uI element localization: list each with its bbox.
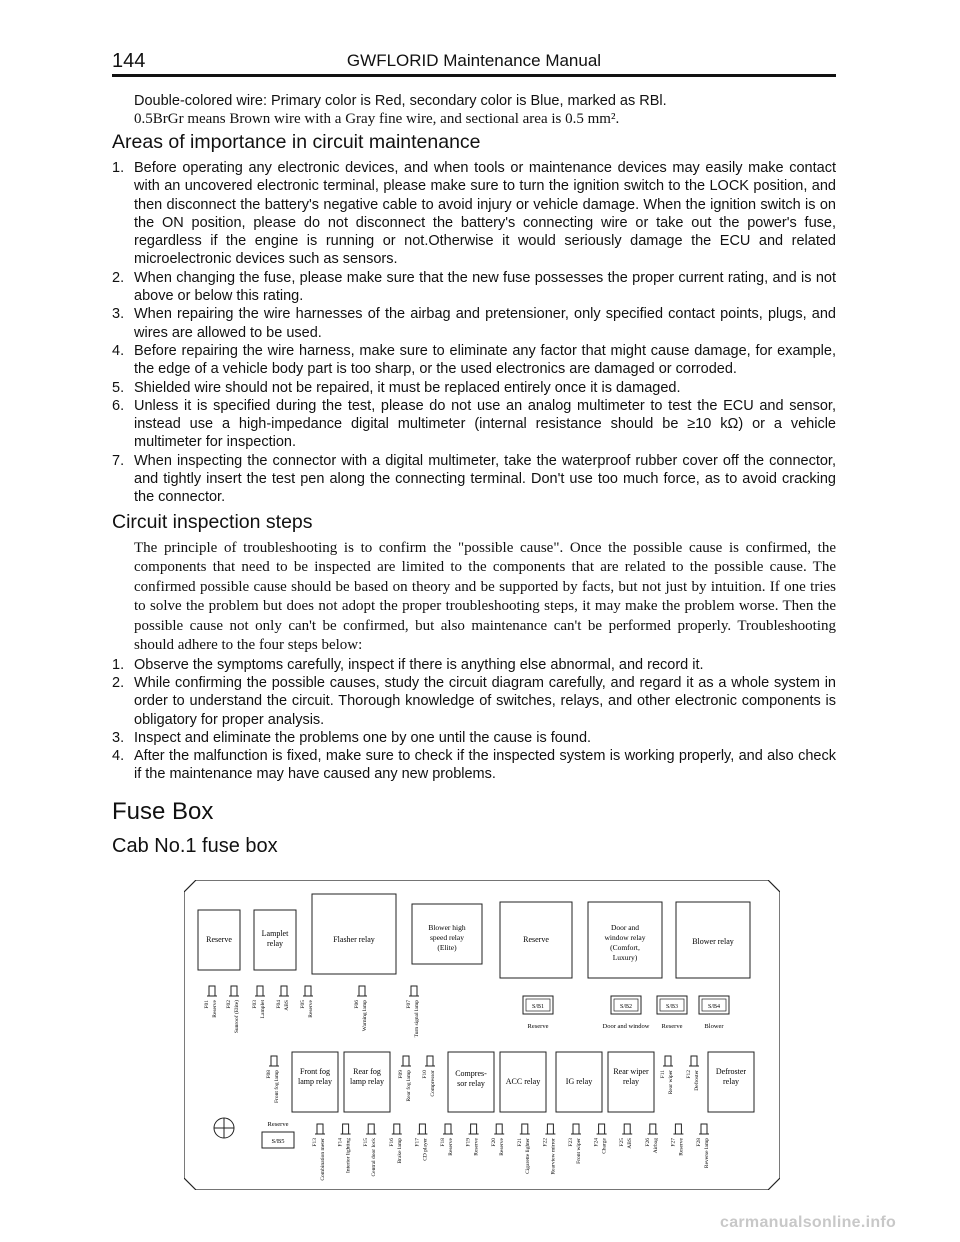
fuse-f11: [660, 1056, 674, 1094]
fuse-code: F20: [491, 1138, 498, 1147]
relay-blower: [676, 902, 750, 978]
section-title-areas: Areas of importance in circuit maintenance: [112, 131, 481, 153]
fuse-code: F12: [686, 1070, 692, 1079]
list-item-text: When inspecting the connector with a digital multimeter, take the waterproof rubber cover off the connector, and tightly insert the test pen along the connecting terminal. Don't use too much force, as to avoid cracking the connector.: [134, 452, 836, 506]
fuse-f04: [276, 986, 290, 1011]
fuse-f06: [354, 986, 368, 1031]
list-item-text: After the malfunction is fixed, make sure to check if the inspected system is working properly, and also check if the maintenance may have caused any new problems.: [134, 748, 836, 783]
relay-lamplet: [254, 910, 296, 970]
svg-text:sor relay: sor relay: [457, 1079, 485, 1088]
svg-text:(Comfort,: (Comfort,: [610, 943, 640, 952]
relay-defroster: [708, 1052, 754, 1112]
fuse-f12: [686, 1056, 700, 1091]
list-item-number: 2.: [112, 674, 125, 691]
fuse-label: Airbag: [652, 1138, 659, 1154]
fuse-label: Combination meter: [320, 1138, 326, 1181]
svg-text:S/B5: S/B5: [271, 1138, 285, 1145]
list-item-number: 4.: [112, 342, 125, 359]
fuse-code: F28: [696, 1138, 702, 1147]
fuse-f07: [406, 986, 420, 1037]
list-item-text: Unless it is specified during the test, please do not use an analog multimeter to test the ECU and sensor, instead use a high-impedance digital multimeter (internal resistance should be ≥10 kΩ) or a vehicle multimeter for inspection.: [134, 397, 836, 451]
list-item-text: Inspect and eliminate the problems one by one until the cause is found.: [134, 729, 592, 746]
steps-paragraph: The principle of troubleshooting is to confirm the "possible cause". Once the possible cause is confirmed, the components that need to be inspected are limited to the components that are related to the possible cause. The confirmed possible cause should be based on theory and be supported by facts, but not just by intuition. If one tries to solve the problem but does not adopt the proper troubleshooting steps, it may make the problem worse. Then the possible cause not only can't be confirmed, but also maintenance can't be performed properly. Troubleshooting should adhere to the four steps below:: [134, 539, 836, 654]
fuse-label: Lamplet: [260, 1000, 266, 1019]
fuse-code: F16: [388, 1138, 395, 1147]
page-content: [112, 92, 836, 864]
fuse-label: Sunroof (Elite): [234, 1000, 240, 1034]
fuse-label: Charge: [601, 1138, 608, 1154]
fuse-f19: [466, 1124, 480, 1156]
mounting-bolt-icon: [214, 1118, 234, 1138]
fuse-code: S/B1: [531, 1004, 545, 1010]
list-item: [112, 342, 836, 379]
svg-text:Flasher relay: Flasher relay: [333, 935, 375, 944]
list-item: [112, 159, 836, 269]
fuse-label: CD player: [422, 1138, 429, 1161]
svg-text:Blower relay: Blower relay: [692, 937, 734, 946]
fuse-label: Reserve: [678, 1138, 685, 1156]
top-fuse-row: [204, 986, 420, 1037]
bottom-fuse-row: [312, 1124, 710, 1181]
fuse-label: Brake lamp: [396, 1138, 403, 1164]
fuse-code: S/B4: [707, 1004, 721, 1010]
fuse-f01: [204, 986, 218, 1018]
fuse-label: Compressor: [430, 1070, 436, 1097]
fuse-label: Reserve: [473, 1138, 480, 1156]
svg-text:relay: relay: [723, 1077, 739, 1086]
fuse-f16: [389, 1124, 403, 1164]
list-item: [112, 674, 836, 729]
fuse-f02: [226, 986, 240, 1033]
list-item-number: 2.: [112, 269, 125, 286]
svg-text:Luxury): Luxury): [612, 953, 638, 962]
fuse-label: Defroster: [694, 1070, 700, 1091]
list-item-number: 4.: [112, 748, 125, 765]
svg-text:(Elite): (Elite): [437, 943, 457, 952]
relay-rear-wiper: [608, 1052, 654, 1112]
fuse-box-diagram: [184, 880, 780, 1190]
fuse-label: Front fog lamp: [274, 1070, 280, 1103]
svg-text:IG relay: IG relay: [565, 1077, 593, 1086]
list-item-number: 3.: [112, 729, 125, 746]
fuse-f24: [594, 1124, 608, 1154]
fuse-f28: [696, 1124, 710, 1168]
svg-text:Door and: Door and: [610, 923, 640, 932]
list-item-text: Before operating any electronic devices, and when tools or maintenance devices may easily make contact with an uncovered electronic terminal, please make sure to turn the ignition switch to the LOCK position, and then disconnect the battery's negative cable to avoid injury or vehicle damage. When the ignition switch is on the ON position, please do not disconnect the battery's connecting wire or take out the power's fuse, regardless if the engine is running or not.Otherwise it would seriously damage the ECU and related microelectronic devices such as sensors.: [134, 160, 836, 268]
svg-text:Reserve: Reserve: [523, 935, 549, 944]
fuse-f03: [252, 986, 266, 1018]
section-title-fuse-box: Fuse Box: [112, 797, 214, 825]
fuse-f22: [542, 1124, 556, 1175]
list-item: [112, 397, 836, 452]
relay-reserve-2: [500, 902, 572, 978]
page-header: [112, 48, 836, 77]
fuse-code: F09: [398, 1070, 404, 1079]
relay-acc: [500, 1052, 546, 1112]
fuse-f18: [440, 1124, 454, 1156]
fuse-label: Reserve: [308, 1000, 314, 1018]
relay-flasher: [312, 894, 396, 974]
relay-blower-high-speed: [412, 904, 482, 964]
fuse-f08: [266, 1056, 280, 1103]
svg-text:Rear wiper: Rear wiper: [613, 1067, 649, 1076]
fuse-code: F19: [465, 1138, 472, 1147]
fuse-f27: [670, 1124, 684, 1156]
slow-blow-fuse-sb2: [603, 996, 650, 1030]
fuse-label: Turn signal lamp: [414, 1000, 420, 1038]
list-item: [112, 452, 836, 507]
svg-text:relay: relay: [267, 939, 283, 948]
list-item: [112, 747, 836, 784]
svg-text:Front fog: Front fog: [300, 1067, 330, 1076]
fuse-label: Interior lighting: [345, 1138, 352, 1173]
fuse-code: F07: [406, 1000, 412, 1009]
relay-rear-fog: [344, 1052, 390, 1112]
fuse-label: Reserve: [527, 1023, 549, 1030]
list-item: [112, 379, 836, 397]
manual-title: GWFLORID Maintenance Manual: [346, 51, 602, 70]
svg-text:speed relay: speed relay: [430, 933, 464, 942]
fuse-code: F11: [660, 1070, 666, 1079]
fuse-f20: [491, 1124, 505, 1156]
fuse-label: Rear fog lamp: [406, 1070, 412, 1102]
fuse-label: Reserve: [661, 1023, 683, 1030]
list-item-text: Shielded wire should not be repaired, it must be replaced entirely once it is damaged.: [134, 379, 681, 396]
list-item: [112, 729, 836, 747]
fuse-code: F01: [204, 1000, 210, 1009]
list-item: [112, 269, 836, 306]
list-item: [112, 305, 836, 342]
fuse-label: Front wiper: [576, 1138, 582, 1164]
fuse-label: Reserve: [499, 1138, 506, 1156]
section-title-cab-fuse-box: Cab No.1 fuse box: [112, 834, 278, 857]
svg-text:relay: relay: [623, 1077, 639, 1086]
fuse-label: ABS: [627, 1138, 634, 1149]
list-item-number: 1.: [112, 656, 125, 673]
fuse-label: Reserve: [448, 1138, 454, 1156]
svg-text:Blower high: Blower high: [428, 923, 466, 932]
svg-text:Defroster: Defroster: [715, 1067, 747, 1076]
list-item: [112, 656, 836, 674]
fuse-f25: [619, 1124, 633, 1149]
relay-ig: [556, 1052, 602, 1112]
fuse-f05: [300, 986, 314, 1018]
watermark: carmanualsonline.info: [720, 1214, 897, 1231]
fuse-label: Rearview mirror: [550, 1138, 557, 1175]
fuse-code: F17: [414, 1138, 421, 1147]
fuse-f23: [568, 1124, 582, 1164]
slow-blow-fuse-sb3: [657, 996, 687, 1030]
fuse-label: Blower: [704, 1023, 724, 1030]
relay-front-fog: [292, 1052, 338, 1112]
svg-text:Reserve: Reserve: [267, 1121, 289, 1128]
list-item-text: When changing the fuse, please make sure that the new fuse possesses the proper current rating, and is not above or below this rating.: [134, 269, 836, 305]
fuse-label: Door and window: [602, 1023, 650, 1030]
fuse-code: F26: [644, 1138, 651, 1147]
fuse-code: F03: [252, 1000, 258, 1009]
list-item-text: Before repairing the wire harness, make sure to eliminate any factor that might cause damage, for example, the edge of a vehicle body part is too sharp, or the used electronics are damaged or corroded.: [134, 342, 836, 378]
steps-list: [112, 656, 836, 784]
fuse-label: Reserve: [212, 1000, 218, 1018]
slow-blow-fuse-sb4: [699, 996, 729, 1030]
svg-text:ACC relay: ACC relay: [505, 1077, 541, 1086]
fuse-code: F06: [354, 1000, 360, 1009]
svg-text:lamp relay: lamp relay: [298, 1077, 332, 1086]
fuse-code: F27: [670, 1138, 677, 1147]
fuse-label: Central door lock: [371, 1138, 378, 1177]
fuse-code: F18: [440, 1138, 446, 1147]
fuse-code: S/B3: [665, 1004, 679, 1010]
fuse-f15: [363, 1124, 377, 1177]
fuse-label: Reverse lamp: [704, 1138, 710, 1169]
fuse-code: F04: [276, 1000, 282, 1009]
areas-list: [112, 159, 836, 507]
fuse-f10: [422, 1056, 436, 1097]
fuse-code: F05: [300, 1000, 306, 1009]
section-title-steps: Circuit inspection steps: [112, 510, 313, 533]
intro-line-2: 0.5BrGr means Brown wire with a Gray fine wire, and sectional area is 0.5 mm².: [134, 111, 620, 127]
relay-compressor: [448, 1052, 494, 1112]
list-item-number: 5.: [112, 379, 125, 396]
fuse-label: ABS: [284, 1000, 290, 1011]
fuse-label: Cigarette lighter: [524, 1138, 531, 1174]
fuse-code: F13: [312, 1138, 318, 1147]
fuse-code: F25: [619, 1138, 626, 1147]
list-item-number: 7.: [112, 452, 125, 469]
fuse-f26: [645, 1124, 659, 1153]
fuse-f21: [517, 1124, 531, 1174]
fuse-code: F02: [226, 1000, 232, 1009]
svg-text:Lamplet: Lamplet: [261, 929, 289, 938]
fuse-code: F10: [422, 1070, 428, 1079]
fuse-code: S/B2: [619, 1004, 633, 1010]
relay-door-window: [588, 902, 662, 978]
svg-text:window relay: window relay: [604, 933, 646, 942]
svg-text:Reserve: Reserve: [206, 935, 232, 944]
page-number: 144: [112, 50, 146, 72]
fuse-f13: [312, 1124, 326, 1181]
relay-reserve-1: [198, 910, 240, 970]
list-item-text: Observe the symptoms carefully, inspect if there is anything else abnormal, and record it.: [134, 656, 704, 673]
fuse-f09: [398, 1056, 412, 1101]
list-item-text: When repairing the wire harnesses of the airbag and pretensioner, only specified contact points, plugs, and wires are allowed to be used.: [134, 306, 836, 341]
svg-text:lamp relay: lamp relay: [350, 1077, 384, 1086]
fuse-label: Rear wiper: [668, 1070, 674, 1095]
fuse-f14: [338, 1124, 352, 1173]
fuse-code: F22: [542, 1138, 549, 1147]
fuse-code: F21: [516, 1138, 523, 1147]
slow-blow-fuse-row: [523, 996, 729, 1030]
fuse-f17: [414, 1124, 428, 1161]
fuse-code: F08: [266, 1070, 272, 1079]
fuse-code: F15: [363, 1138, 370, 1147]
list-item-number: 3.: [112, 306, 125, 323]
fuse-code: F14: [337, 1138, 344, 1147]
list-item-text: While confirming the possible causes, study the circuit diagram carefully, and regard it as a whole system in order to understand the circuit. Thorough knowledge of switches, relays, and other electronic components is obligatory for proper analysis.: [134, 674, 836, 728]
fuse-label: Warning lamp: [362, 1000, 368, 1032]
fuse-code: F23: [568, 1138, 574, 1147]
svg-text:Rear fog: Rear fog: [353, 1067, 381, 1076]
svg-text:Compres-: Compres-: [455, 1069, 487, 1078]
fuse-code: F24: [593, 1138, 600, 1147]
list-item-number: 6.: [112, 397, 125, 414]
intro-line-1: Double-colored wire: Primary color is Red, secondary color is Blue, marked as RBl.: [134, 93, 667, 109]
slow-blow-fuse-sb5: [262, 1121, 294, 1148]
list-item-number: 1.: [112, 160, 125, 176]
slow-blow-fuse-sb1: [523, 996, 553, 1030]
